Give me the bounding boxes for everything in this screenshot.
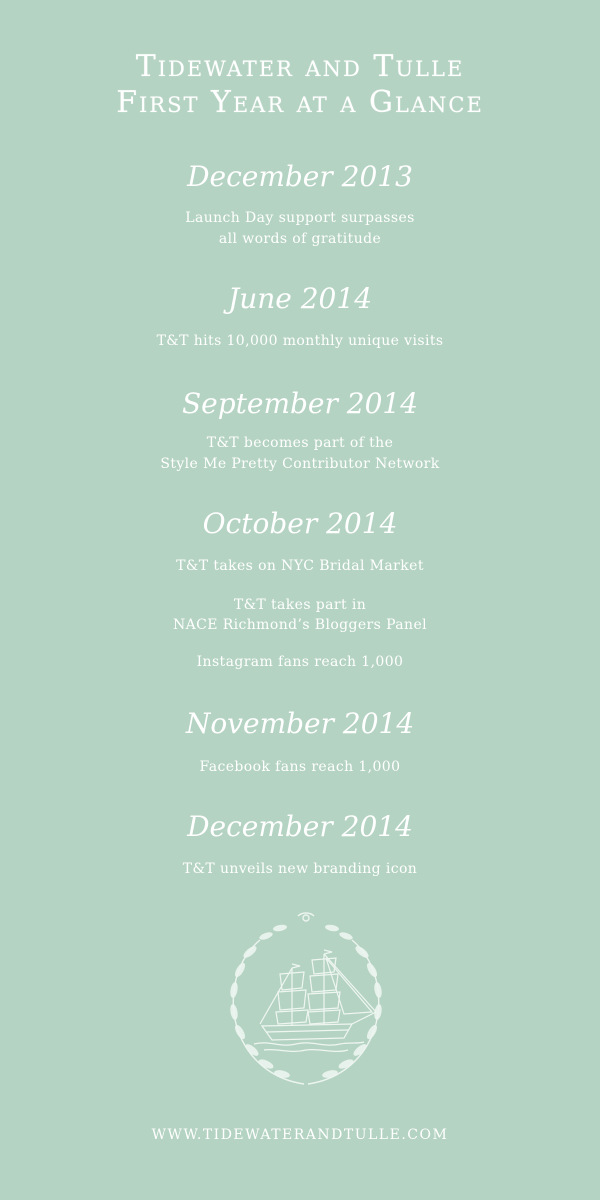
event-text: Facebook fans reach 1,000 <box>199 759 401 775</box>
event-text: Style Me Pretty Contributor Network <box>160 456 440 472</box>
event-text: T&T unveils new branding icon <box>182 861 418 877</box>
date-heading-nov-2014: November 2014 <box>185 707 415 740</box>
event-text: T&T takes part in <box>233 597 367 613</box>
event-text: NACE Richmond’s Bloggers Panel <box>172 617 428 633</box>
date-heading-sep-2014: September 2014 <box>181 387 419 420</box>
date-heading-dec-2014: December 2014 <box>187 810 413 843</box>
event-text: all words of gratitude <box>218 231 382 247</box>
website-url[interactable]: WWW.TIDEWATERANDTULLE.COM <box>151 1127 449 1143</box>
event-text: T&T takes on NYC Bridal Market <box>176 558 424 574</box>
title-line-1: Tidewater and Tulle <box>135 49 465 84</box>
event-text: Launch Day support surpasses <box>185 210 415 226</box>
date-heading-dec-2013: December 2013 <box>187 160 413 193</box>
date-heading-oct-2014: October 2014 <box>202 507 398 540</box>
event-text: Instagram fans reach 1,000 <box>196 654 404 670</box>
date-heading-jun-2014: June 2014 <box>227 282 373 315</box>
event-text: T&T becomes part of the <box>206 435 394 451</box>
title-line-2: First Year at a Glance <box>116 85 484 120</box>
event-text: T&T hits 10,000 monthly unique visits <box>156 333 444 349</box>
ship-in-laurel-wreath-icon <box>220 908 392 1090</box>
